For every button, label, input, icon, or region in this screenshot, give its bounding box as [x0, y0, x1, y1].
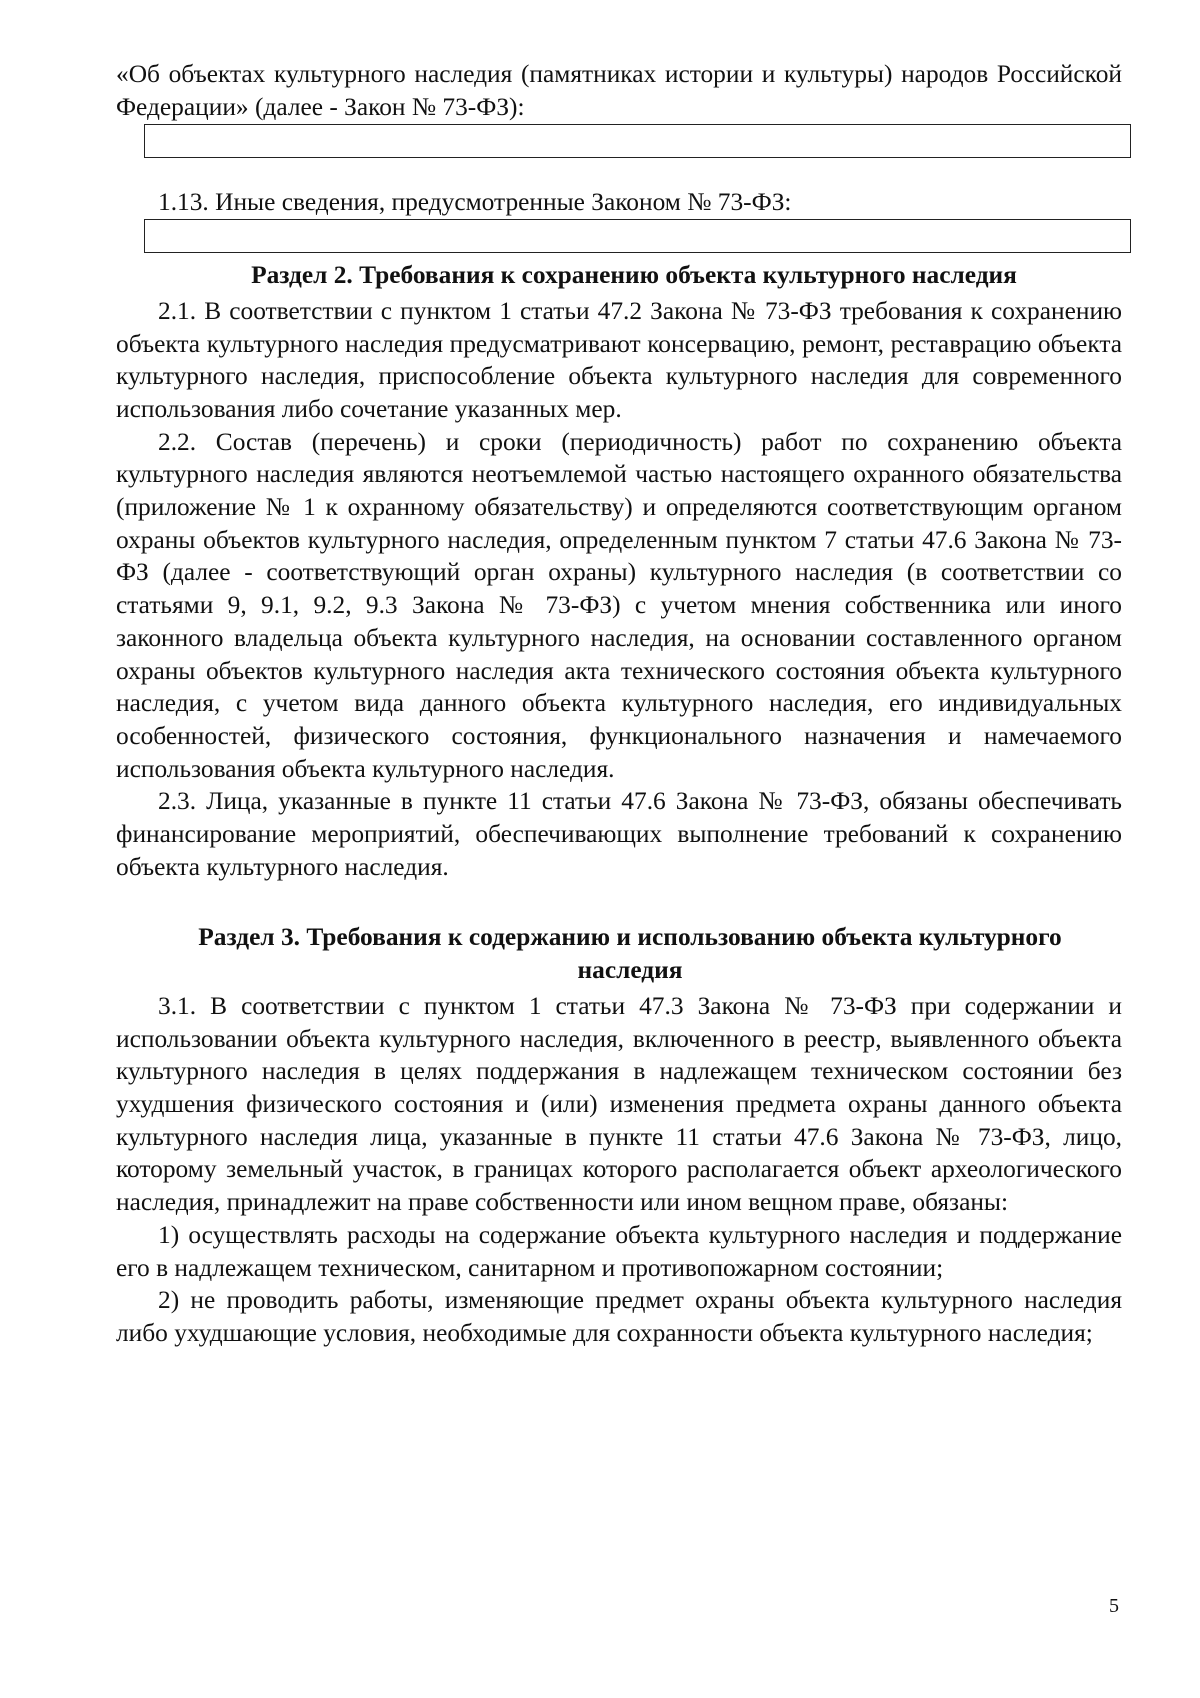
list-item-2: 2) не проводить работы, изменяющие предмет охраны объекта культурного наследия либо ухудшающие условия, необходимые для сохранности объекта культурного наследия;	[116, 1286, 1122, 1347]
item-1-13-text: 1.13. Иные сведения, предусмотренные Законом № 73-ФЗ:	[158, 188, 792, 217]
page-number: 5	[1109, 1595, 1119, 1617]
document-page	[116, 58, 1122, 1350]
info-field-box-1[interactable]	[144, 124, 1131, 158]
section-3-title-line-2: наследия	[577, 956, 683, 985]
section-3-title	[116, 921, 1122, 986]
section-2-title: Раздел 2. Требования к сохранению объекта культурного наследия	[251, 261, 1017, 290]
list-item-1: 1) осуществлять расходы на содержание объекта культурного наследия и поддержание его в надлежащем техническом, санитарном и противопожарном состоянии;	[116, 1220, 1122, 1282]
paragraph-2-1: 2.1. В соответствии с пунктом 1 статьи 47.2 Закона № 73-ФЗ требования к сохранению объекта культурного наследия предусматривают консервацию, ремонт, реставрацию объекта культурного наследия, приспособление объекта культурного наследия для современного использования либо сочетание указанных мер.	[116, 296, 1122, 423]
section-3-title-line-1: Раздел 3. Требования к содержанию и использованию объекта культурного	[198, 923, 1062, 952]
info-field-box-2[interactable]	[144, 219, 1131, 253]
paragraph-2-3: 2.3. Лица, указанные в пункте 11 статьи 47.6 Закона № 73-ФЗ, обязаны обеспечивать финансирование мероприятий, обеспечивающих выполнение требований к сохранению объекта культурного наследия.	[116, 787, 1122, 881]
paragraph-3-1: 3.1. В соответствии с пунктом 1 статьи 47.3 Закона № 73-ФЗ при содержании и использовании объекта культурного наследия, включенного в реестр, выявленного объекта культурного наследия в целях поддержания в надлежащем техническом состоянии без ухудшения физического состояния и (или) изменения предмета охраны данного объекта культурного наследия лица, указанные в пункте 11 статьи 47.6 Закона № 73-ФЗ, лицо, которому земельный участок, в границах которого располагается объект археологического наследия, принадлежит на праве собственности или ином вещном праве, обязаны:	[116, 991, 1122, 1217]
intro-text: «Об объектах культурного наследия (памятниках истории и культуры) народов Российской Федерации» (далее - Закон № 73-ФЗ):	[116, 60, 1122, 121]
paragraph-2-2: 2.2. Состав (перечень) и сроки (периодичность) работ по сохранению объекта культурного наследия являются неотъемлемой частью настоящего охранного обязательства (приложение № 1 к охранному обязательству) и определяются соответствующим органом охраны объектов культурного наследия, определенным пунктом 7 статьи 47.6 Закона № 73-ФЗ (далее - соответствующий орган охраны) культурного наследия (в соответствии со статьями 9, 9.1, 9.2, 9.3 Закона № 73-ФЗ) с учетом мнения собственника или иного законного владельца объекта культурного наследия, на основании составленного органом охраны объектов культурного наследия акта технического состояния объекта культурного наследия, с учетом вида данного объекта культурного наследия, его индивидуальных особенностей, физического состояния, функционального назначения и намечаемого использования объекта культурного наследия.	[116, 427, 1122, 783]
